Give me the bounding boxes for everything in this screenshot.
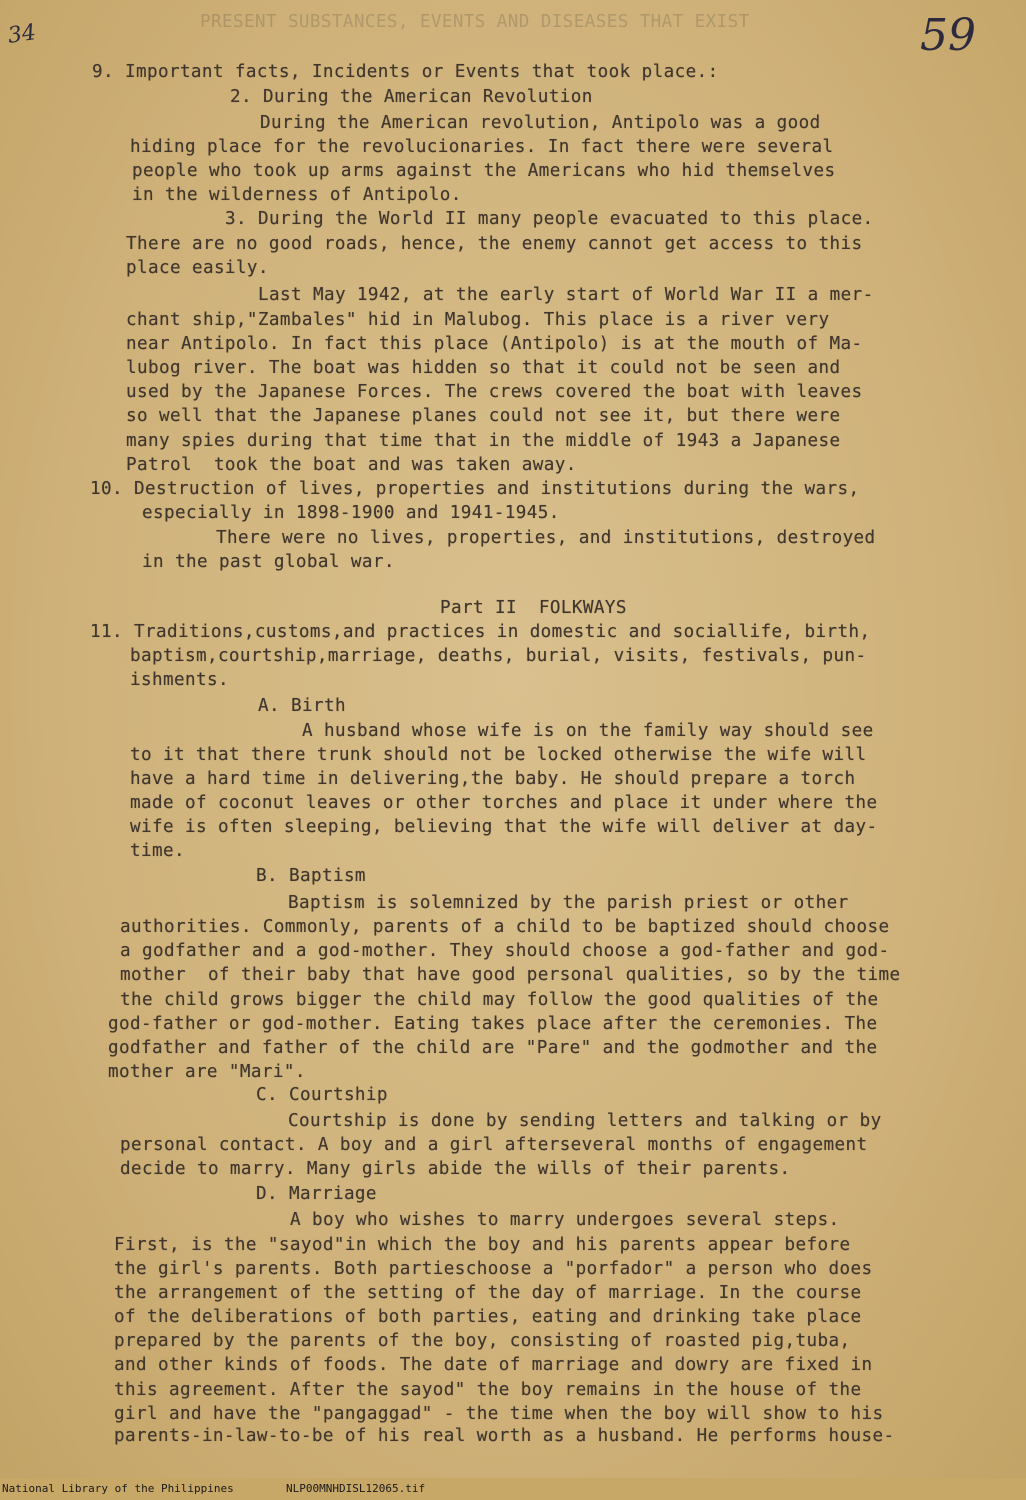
text-line: have a hard time in delivering,the baby. He should prepare a torch [130,769,856,789]
text-line: chant ship,"Zambales" hid in Malubog. This place is a river very [126,310,830,330]
text-line: Baptism is solemnized by the parish priest or other [288,893,849,913]
text-line: wife is often sleeping, believing that the wife will deliver at day- [130,817,878,837]
text-line: used by the Japanese Forces. The crews covered the boat with leaves [126,382,863,402]
scan-footer [0,1478,1026,1500]
faded-header-text: PRESENT SUBSTANCES, EVENTS AND DISEASES THAT EXIST [200,12,750,32]
library-credit: National Library of the Philippines [2,1482,234,1495]
file-name: NLP00MNHDISL12065.tif [286,1482,426,1495]
text-line: First, is the "sayod"in which the boy and his parents appear before [114,1235,851,1255]
text-line: During the American revolution, Antipolo was a good [260,113,821,133]
text-line: a godfather and a god-mother. They should choose a god-father and god- [120,941,890,961]
text-line: 10. Destruction of lives, properties and institutions during the wars, [90,479,860,499]
text-line: of the deliberations of both parties, eating and drinking take place [114,1307,862,1327]
text-line: made of coconut leaves or other torches and place it under where the [130,793,878,813]
subheading: C. Courtship [256,1085,388,1105]
text-line: girl and have the "pangaggad" - the time when the boy will show to his [114,1404,884,1424]
text-line: place easily. [126,258,269,278]
section-heading: Part II FOLKWAYS [440,598,627,618]
text-line: Courtship is done by sending letters and talking or by [288,1111,882,1131]
text-line: 3. During the World II many people evacuated to this place. [225,209,874,229]
subheading: B. Baptism [256,866,366,886]
text-line: decide to marry. Many girls abide the wills of their parents. [120,1159,791,1179]
subheading: A. Birth [258,696,346,716]
text-line: A husband whose wife is on the family way should see [302,721,874,741]
text-line: A boy who wishes to marry undergoes several steps. [290,1210,840,1230]
text-line: authorities. Commonly, parents of a child to be baptized should choose [120,917,890,937]
text-line: to it that there trunk should not be locked otherwise the wife will [130,745,867,765]
text-line: in the wilderness of Antipolo. [132,185,462,205]
subheading: D. Marriage [256,1184,377,1204]
text-line: mother are "Mari". [108,1062,306,1082]
text-line: Patrol took the boat and was taken away. [126,455,577,475]
text-line: especially in 1898-1900 and 1941-1945. [142,503,560,523]
text-line: the child grows bigger the child may follow the good qualities of the [120,990,879,1010]
text-line: There are no good roads, hence, the enemy cannot get access to this [126,234,863,254]
text-line: There were no lives, properties, and institutions, destroyed [216,528,876,548]
text-line: hiding place for the revolucionaries. In fact there were several [130,137,834,157]
text-line: and other kinds of foods. The date of marriage and dowry are fixed in [114,1355,873,1375]
text-line: godfather and father of the child are "Pare" and the godmother and the [108,1038,878,1058]
text-line: so well that the Japanese planes could not see it, but there were [126,406,841,426]
text-line: this agreement. After the sayod" the boy remains in the house of the [114,1380,862,1400]
handwritten-margin-note: 34 [6,20,38,49]
text-line: time. [130,841,185,861]
text-line: many spies during that time that in the middle of 1943 a Japanese [126,431,841,451]
text-line: 9. Important facts, Incidents or Events that took place.: [92,62,719,82]
text-line: personal contact. A boy and a girl afterseveral months of engagement [120,1135,868,1155]
text-line: the girl's parents. Both partieschoose a "porfador" a person who does [114,1259,873,1279]
text-line: 2. During the American Revolution [230,87,593,107]
text-line: god-father or god-mother. Eating takes place after the ceremonies. The [108,1014,878,1034]
text-line: 11. Traditions,customs,and practices in domestic and sociallife, birth, [90,622,871,642]
text-line: people who took up arms against the Americans who hid themselves [132,161,836,181]
text-line: prepared by the parents of the boy, consisting of roasted pig,tuba, [114,1331,851,1351]
text-line: in the past global war. [142,552,395,572]
text-line: baptism,courtship,marriage, deaths, burial, visits, festivals, pun- [130,646,867,666]
handwritten-page-number: 59 [920,10,976,61]
text-line: near Antipolo. In fact this place (Antipolo) is at the mouth of Ma- [126,334,863,354]
text-line: mother of their baby that have good personal qualities, so by the time [120,965,901,985]
text-line: parents-in-law-to-be of his real worth as a husband. He performs house- [114,1426,895,1446]
text-line: the arrangement of the setting of the day of marriage. In the course [114,1283,862,1303]
text-line: Last May 1942, at the early start of World War II a mer- [258,285,874,305]
text-line: lubog river. The boat was hidden so that it could not be seen and [126,358,841,378]
text-line: ishments. [130,670,229,690]
